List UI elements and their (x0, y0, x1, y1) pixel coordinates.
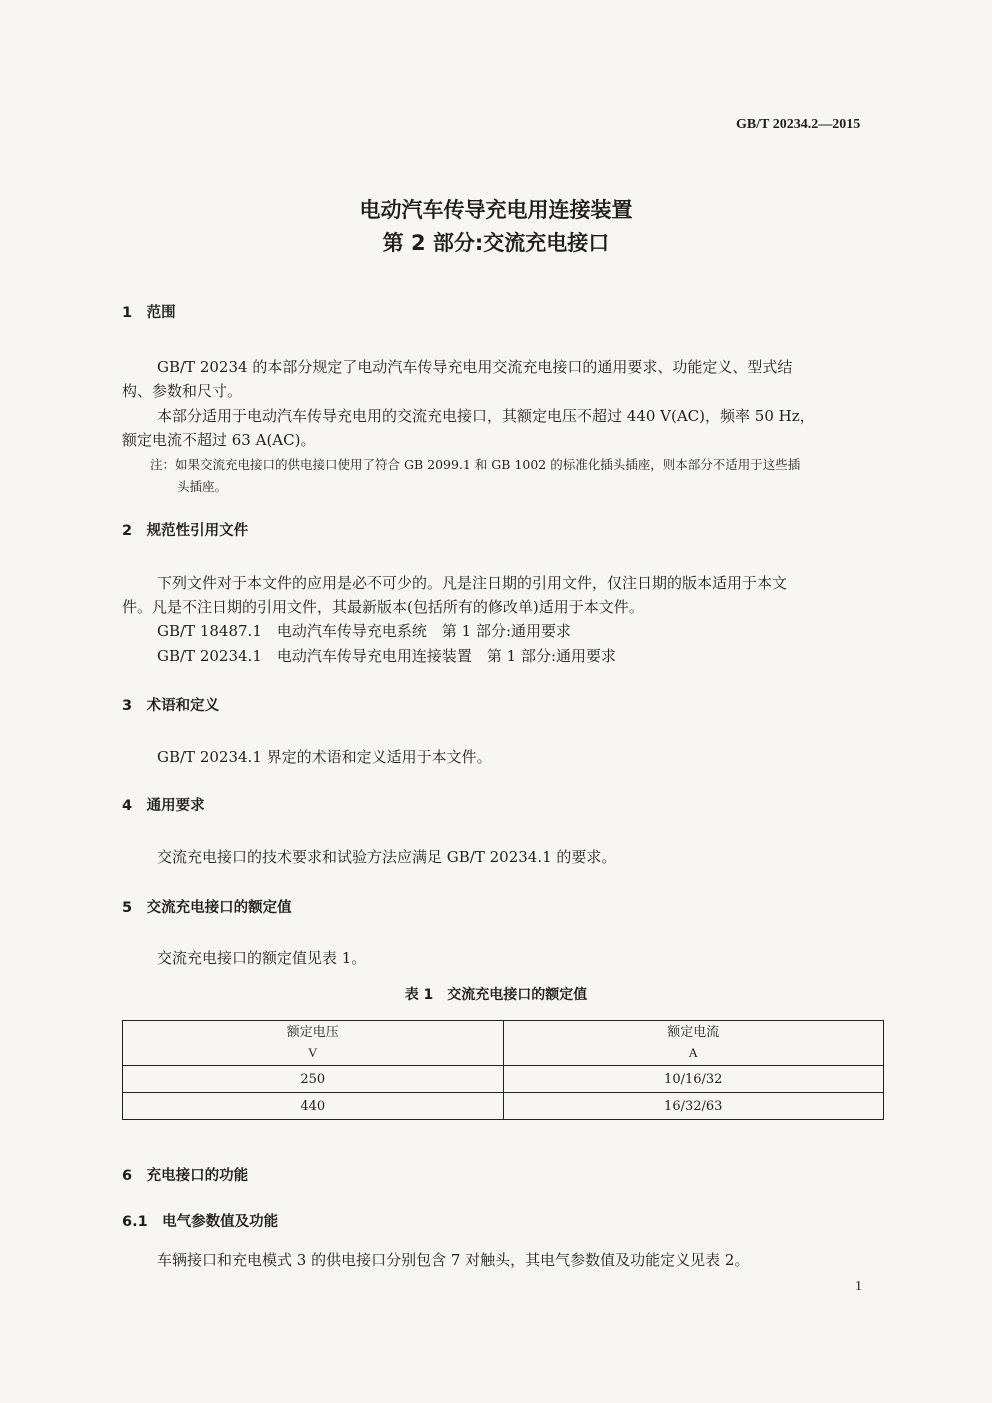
header-cell (123, 1021, 504, 1066)
paragraph-line: 下列文件对于本文件的应用是必不可少的。凡是注日期的引用文件，仅注日期的版本适用于本文 (157, 574, 788, 592)
paragraph-line: 件。凡是不注日期的引用文件，其最新版本(包括所有的修改单)适用于本文件。 (122, 598, 644, 616)
paragraph-line: 车辆接口和充电模式 3 的供电接口分别包含 7 对触头，其电气参数值及功能定义见表 2。 (157, 1251, 750, 1269)
rated-values-table (122, 1020, 884, 1120)
section-heading: 3 术语和定义 (122, 698, 220, 714)
paragraph-line: 额定电流不超过 63 A(AC)。 (122, 431, 316, 449)
paragraph-line: 构、参数和尺寸。 (122, 382, 243, 400)
reference-item: GB/T 20234.1 电动汽车传导充电用连接装置 第 1 部分:通用要求 (157, 647, 616, 665)
document-title: 电动汽车传导充电用连接装置 (359, 198, 633, 222)
table-cell: 440 (123, 1093, 504, 1120)
page-number: 1 (855, 1279, 862, 1294)
note-line: 注：如果交流充电接口的供电接口使用了符合 GB 2099.1 和 GB 1002 的标准化插头插座，则本部分不适用于这些插 (150, 457, 801, 472)
table-header-row (123, 1021, 884, 1066)
table-row (123, 1066, 884, 1093)
header-unit: V (308, 1044, 318, 1060)
table-caption: 表 1 交流充电接口的额定值 (404, 987, 588, 1003)
section-heading: 6 充电接口的功能 (122, 1168, 249, 1184)
section-heading: 2 规范性引用文件 (122, 523, 249, 539)
section-heading: 5 交流充电接口的额定值 (122, 900, 292, 916)
table-cell: 10/16/32 (503, 1066, 884, 1093)
header-name: 额定电流 (667, 1024, 720, 1040)
paragraph-line: GB/T 20234.1 界定的术语和定义适用于本文件。 (157, 748, 492, 766)
header-cell (503, 1021, 884, 1066)
note-line: 头插座。 (177, 479, 228, 494)
paragraph-line: GB/T 20234 的本部分规定了电动汽车传导充电用交流充电接口的通用要求、功能定义、型式结 (157, 358, 793, 376)
table-cell: 16/32/63 (503, 1093, 884, 1120)
paragraph-line: 交流充电接口的技术要求和试验方法应满足 GB/T 20234.1 的要求。 (157, 848, 617, 866)
section-heading: 4 通用要求 (122, 798, 205, 814)
reference-item: GB/T 18487.1 电动汽车传导充电系统 第 1 部分:通用要求 (157, 622, 571, 640)
table-row (123, 1093, 884, 1120)
document-subtitle: 第 2 部分:交流充电接口 (382, 231, 610, 255)
header-name: 额定电压 (286, 1024, 339, 1040)
subsection-heading: 6.1 电气参数值及功能 (122, 1214, 279, 1230)
standard-number: GB/T 20234.2—2015 (736, 117, 861, 132)
header-unit: A (688, 1044, 698, 1060)
paragraph-line: 本部分适用于电动汽车传导充电用的交流充电接口，其额定电压不超过 440 V(AC)，频率 50 Hz， (157, 407, 815, 425)
table-cell: 250 (123, 1066, 504, 1093)
section-heading: 1 范围 (122, 305, 176, 321)
paragraph-line: 交流充电接口的额定值见表 1。 (157, 949, 367, 967)
